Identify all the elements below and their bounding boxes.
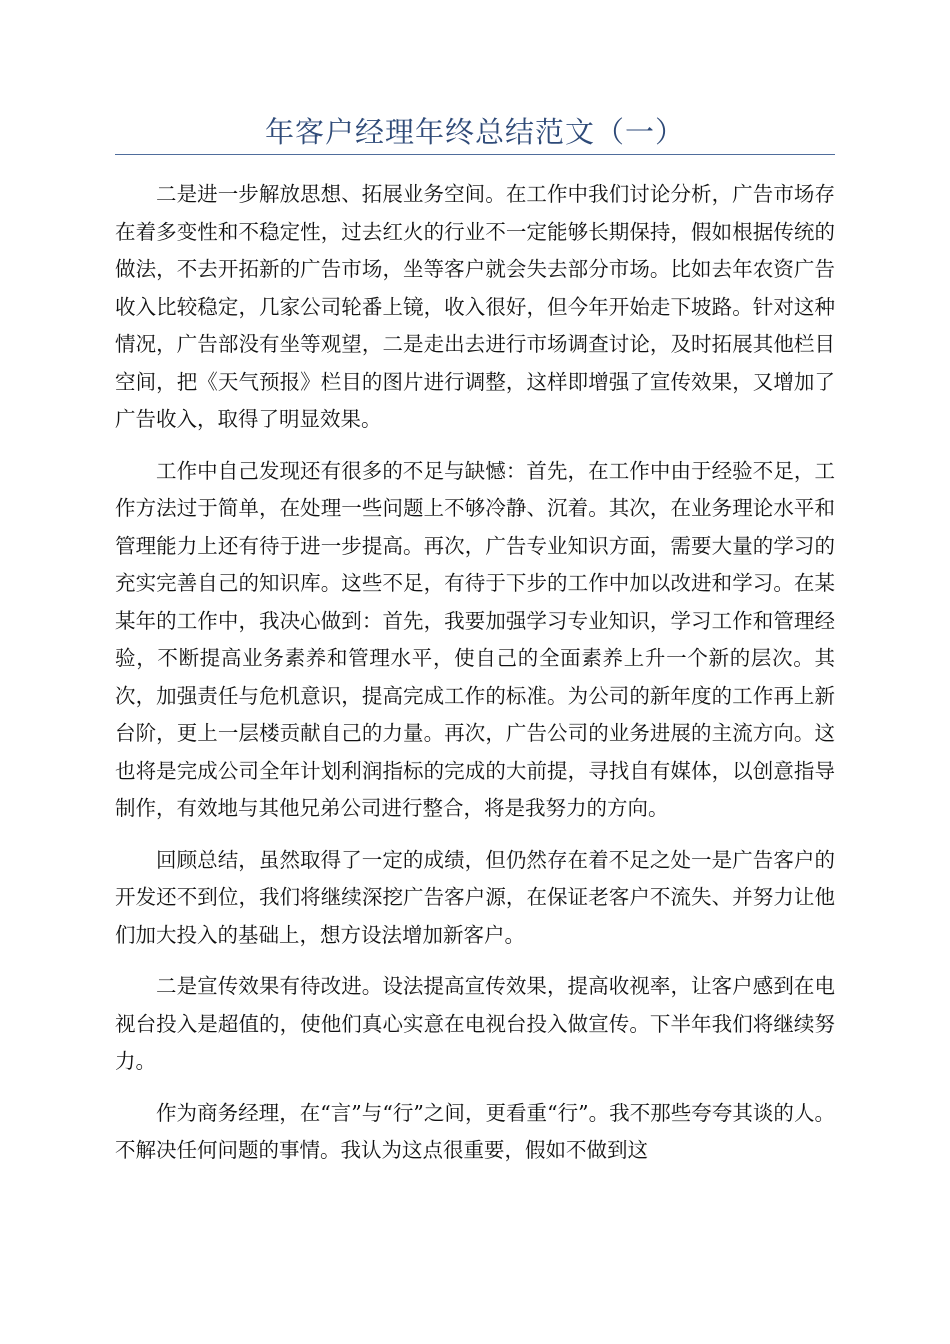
document-title: 年客户经理年终总结范文（一） <box>264 115 685 149</box>
paragraph: 工作中自己发现还有很多的不足与缺憾：首先，在工作中由于经验不足，工作方法过于简单，在处理一些问题上不够冷静、沉着。其次，在业务理论水平和管理能力上还有待于进一步提高。再次，广告专业知识方面，需要大量的学习的充实完善自己的知识库。这些不足，有待于下步的工作中加以改进和学习。在某某年的工作中，我决心做到：首先，我要加强学习专业知识，学习工作和管理经验，不断提高业务素养和管理水平，使自己的全面素养上升一个新的层次。其次，加强责任与危机意识，提高完成工作的标准。为公司的新年度的工作再上新台阶，更上一层楼贡献自己的力量。再次，广告公司的业务进展的主流方向。这也将是完成公司全年计划利润指标的完成的大前提，寻找自有媒体，以创意指导制作，有效地与其他兄弟公司进行整合，将是我努力的方向。 <box>115 458 835 820</box>
paragraph: 二是宣传效果有待改进。设法提高宣传效果，提高收视率，让客户感到在电视台投入是超值的，使他们真心实意在电视台投入做宣传。下半年我们将继续努力。 <box>115 974 835 1073</box>
document-body <box>115 176 835 1184</box>
paragraph: 二是进一步解放思想、拓展业务空间。在工作中我们讨论分析，广告市场存在着多变性和不稳定性，过去红火的行业不一定能够长期保持，假如根据传统的做法，不去开拓新的广告市场，坐等客户就会失去部分市场。比如去年农资广告收入比较稳定，几家公司轮番上镜，收入很好，但今年开始走下坡路。针对这种情况，广告部没有坐等观望，二是走出去进行市场调查讨论，及时拓展其他栏目空间，把《天气预报》栏目的图片进行调整，这样即增强了宣传效果，又增加了广告收入，取得了明显效果。 <box>115 182 835 431</box>
title-underline <box>115 154 835 155</box>
paragraph: 回顾总结，虽然取得了一定的成绩，但仍然存在着不足之处一是广告客户的开发还不到位，我们将继续深挖广告客户源，在保证老客户不流失、并努力让他们加大投入的基础上，想方设法增加新客户。 <box>115 847 835 947</box>
paragraph: 作为商务经理，在“言”与“行”之间，更看重“行”。我不那些夸夸其谈的人。不解决任何问题的事情。我认为这点很重要，假如不做到这 <box>115 1100 835 1162</box>
